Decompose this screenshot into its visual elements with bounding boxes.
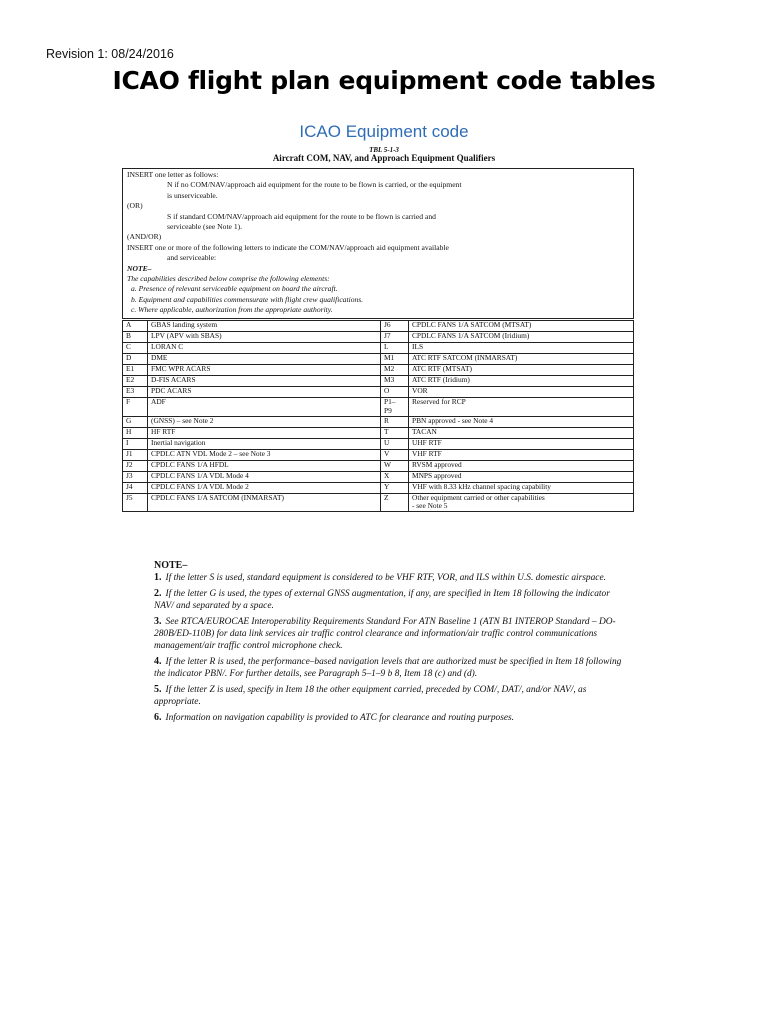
intro-note-line: c. Where applicable, authorization from the appropriate authority. [131,305,333,315]
intro-instructions [122,168,634,319]
description-cell: VHF RTF [409,449,634,460]
code-cell: Z [381,493,409,512]
note-number: 1. [154,572,162,583]
code-cell: J2 [123,460,148,471]
code-cell: C [123,343,148,354]
note-text: If the letter R is used, the performance–based navigation levels that are authorized must be specified in Item 18 following the indicator PBN/. For further details, see Paragraph 5–1–9 b 8, Item 18 (c) and (d). [154,657,622,679]
code-cell: E2 [123,376,148,387]
code-cell: T [381,427,409,438]
description-cell: RVSM approved [409,460,634,471]
note-text: If the letter S is used, standard equipment is considered to be VHF RTF, VOR, and ILS within U.S. domestic airspace. [165,573,606,583]
table-row [123,343,634,354]
table-row [123,427,634,438]
intro-line: S if standard COM/NAV/approach aid equipment for the route to be flown is carried and [167,211,436,221]
table-row [123,493,634,512]
code-cell: J3 [123,471,148,482]
table-row [123,438,634,449]
description-cell: (GNSS) – see Note 2 [148,416,381,427]
revision-date: Revision 1: 08/24/2016 [46,47,174,61]
intro-note-line: a. Presence of relevant serviceable equipment on board the aircraft. [131,284,338,294]
description-cell: PDC ACARS [148,387,381,398]
note-number: 4. [154,656,162,667]
intro-line: N if no COM/NAV/approach aid equipment for the route to be flown is carried, or the equipment [167,180,462,190]
table-row [123,471,634,482]
description-cell: CPDLC FANS 1/A HFDL [148,460,381,471]
description-cell: LPV (APV with SBAS) [148,332,381,343]
note-item [154,656,624,680]
table-row [123,449,634,460]
code-cell: M1 [381,354,409,365]
description-cell: CPDLC ATN VDL Mode 2 – see Note 3 [148,449,381,460]
note-item [154,588,624,612]
table-row [123,416,634,427]
code-cell: J1 [123,449,148,460]
table-row [123,482,634,493]
note-item [154,616,624,652]
page-title: ICAO flight plan equipment code tables [112,66,656,95]
code-cell: J6 [381,321,409,332]
description-cell: Reserved for RCP [409,398,634,417]
description-cell: LORAN C [148,343,381,354]
note-item [154,712,624,724]
code-cell: X [381,471,409,482]
description-cell: MNPS approved [409,471,634,482]
description-cell: PBN approved - see Note 4 [409,416,634,427]
description-cell: Inertial navigation [148,438,381,449]
code-cell: I [123,438,148,449]
note-number: 3. [154,616,162,627]
description-cell: VOR [409,387,634,398]
description-cell: ATC RTF (Iridium) [409,376,634,387]
table-row [123,321,634,332]
code-cell: B [123,332,148,343]
code-cell: V [381,449,409,460]
note-text: If the letter Z is used, specify in Item 18 the other equipment carried, preceded by COM/, DAT/, and/or NAV/, as appropriate. [154,685,587,707]
description-cell: Other equipment carried or other capabilities - see Note 5 [409,493,634,512]
table-row [123,387,634,398]
note-item [154,572,624,584]
intro-note-line: b. Equipment and capabilities commensurate with flight crew qualifications. [131,294,364,304]
intro-note-line: The capabilities described below comprise the following elements: [127,274,330,284]
description-cell: GBAS landing system [148,321,381,332]
notes-section [154,560,624,728]
description-cell: TACAN [409,427,634,438]
description-cell: ATC RTF SATCOM (INMARSAT) [409,354,634,365]
table-row [123,460,634,471]
description-cell: ADF [148,398,381,417]
note-item [154,684,624,708]
code-cell: R [381,416,409,427]
code-cell: M3 [381,376,409,387]
code-cell: M2 [381,365,409,376]
description-cell: CPDLC FANS 1/A SATCOM (INMARSAT) [148,493,381,512]
code-cell: L [381,343,409,354]
note-text: If the letter G is used, the types of external GNSS augmentation, if any, are specified in Item 18 following the indicator NAV/ and separated by a space. [154,589,610,611]
description-cell: FMC WPR ACARS [148,365,381,376]
intro-line: is unserviceable. [167,190,218,200]
code-cell: P1– P9 [381,398,409,417]
code-cell: J4 [123,482,148,493]
code-cell: H [123,427,148,438]
intro-line: (OR) [127,201,143,211]
description-cell: VHF with 8.33 kHz channel spacing capability [409,482,634,493]
code-cell: E3 [123,387,148,398]
code-cell: J5 [123,493,148,512]
description-cell: CPDLC FANS 1/A VDL Mode 4 [148,471,381,482]
description-cell: DME [148,354,381,365]
table-row [123,354,634,365]
description-cell: CPDLC FANS 1/A SATCOM (Iridium) [409,332,634,343]
table-row [123,365,634,376]
note-number: 5. [154,684,162,695]
description-cell: CPDLC FANS 1/A SATCOM (MTSAT) [409,321,634,332]
code-cell: O [381,387,409,398]
description-cell: ILS [409,343,634,354]
description-cell: CPDLC FANS 1/A VDL Mode 2 [148,482,381,493]
intro-note-label: NOTE– [127,263,152,273]
description-cell: HF RTF [148,427,381,438]
intro-line: INSERT one or more of the following letters to indicate the COM/NAV/approach aid equipment available [127,242,449,252]
intro-line: (AND/OR) [127,232,162,242]
table-row [123,376,634,387]
code-cell: D [123,354,148,365]
code-cell: W [381,460,409,471]
notes-label: NOTE– [154,560,188,571]
note-text: See RTCA/EUROCAE Interoperability Requirements Standard For ATN Baseline 1 (ATN B1 INTEROP Standard – DO-280B/ED-110B) for data link services air traffic control clearance and information/air traffic control communications management/air traffic control microphone check. [154,617,616,651]
table-title: Aircraft COM, NAV, and Approach Equipment Qualifiers [272,153,496,163]
intro-line: serviceable (see Note 1). [167,222,243,232]
intro-line: and serviceable: [167,253,217,263]
code-cell: A [123,321,148,332]
table-number: TBL 5-1-3 [369,146,399,154]
code-cell: F [123,398,148,417]
description-cell: ATC RTF (MTSAT) [409,365,634,376]
equipment-code-table [122,320,634,512]
note-number: 2. [154,588,162,599]
table-row [123,332,634,343]
code-cell: Y [381,482,409,493]
intro-line: INSERT one letter as follows: [127,170,219,179]
table-row [123,398,634,417]
code-cell: E1 [123,365,148,376]
description-cell: D-FIS ACARS [148,376,381,387]
code-cell: U [381,438,409,449]
note-text: Information on navigation capability is provided to ATC for clearance and routing purposes. [165,713,515,723]
note-number: 6. [154,712,162,723]
description-cell: UHF RTF [409,438,634,449]
code-cell: G [123,416,148,427]
section-heading: ICAO Equipment code [299,122,469,141]
code-cell: J7 [381,332,409,343]
